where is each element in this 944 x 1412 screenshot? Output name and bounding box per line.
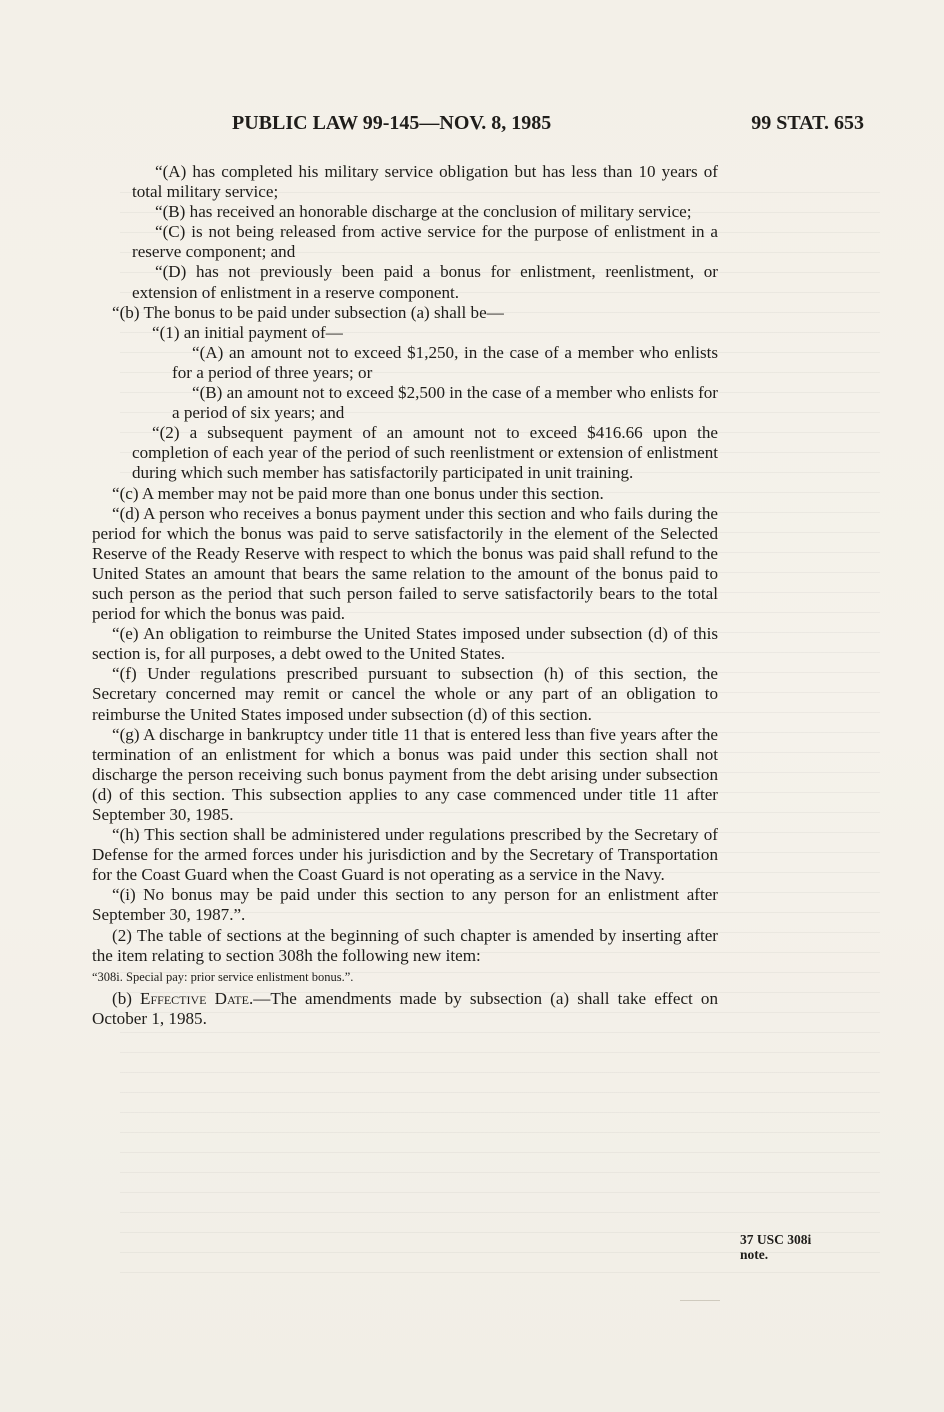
page-header: [232, 112, 872, 140]
paragraph-a-B: “(B) has received an honorable discharge at the conclusion of military service;: [155, 202, 692, 222]
paragraph-2-table-amendment: (2) The table of sections at the beginning of such chapter is amended by inserting after the item relating to section 308h the following new item:: [92, 925, 718, 965]
paragraph-a-C: “(C) is not being released from active service for the purpose of enlistment in a reserve component; and: [132, 222, 718, 262]
document-body: [92, 162, 718, 1029]
stat-page-reference: 99 STAT. 653: [751, 112, 864, 134]
print-mark: [680, 1300, 720, 1301]
margin-citation-line1: 37 USC 308i: [740, 1232, 812, 1247]
subsection-b: “(b) The bonus to be paid under subsection (a) shall be—: [112, 302, 504, 322]
margin-citation-line2: note.: [740, 1247, 769, 1262]
subsection-g: “(g) A discharge in bankruptcy under title 11 that is entered less than five years after the termination of an enlistment for which a bonus was paid under this section shall not discharge the person receiving such bonus payment from the debt arising under subsection (d) of this section. This subsection applies to any case commenced under title 11 after September 30, 1985.: [92, 724, 718, 824]
subsection-i: “(i) No bonus may be paid under this section to any person for an enlistment after September 30, 1987.”.: [92, 885, 718, 925]
paragraph-b-2: “(2) a subsequent payment of an amount not to exceed $416.66 upon the completion of each year of the period of such reenlistment or extension of enlistment during which such member has satisfactorily participated in unit training.: [132, 423, 718, 483]
paragraph-a-A: “(A) has completed his military service obligation but has less than 10 years of total military service;: [132, 162, 718, 202]
subsection-c: “(c) A member may not be paid more than one bonus under this section.: [112, 483, 604, 503]
subsection-d: “(d) A person who receives a bonus payment under this section and who fails during the period for which the bonus was paid to serve satisfactorily in the element of the Selected Reserve of the Ready Reserve with respect to which the bonus was paid shall refund to the United States an amount that bears the same relation to the amount of the bonus paid to such person as the period that such person failed to serve satisfactorily bears to the total period for which the bonus was paid.: [92, 503, 718, 624]
paragraph-a-D: “(D) has not previously been paid a bonus for enlistment, reenlistment, or extension of enlistment in a reserve component.: [132, 262, 718, 302]
paragraph-b-1-A: “(A) an amount not to exceed $1,250, in the case of a member who enlists for a period of three years; or: [172, 342, 718, 382]
paragraph-b-1-B: “(B) an amount not to exceed $2,500 in the case of a member who enlists for a period of six years; and: [172, 383, 718, 423]
subsection-h: “(h) This section shall be administered under regulations prescribed by the Secretary of Defense for the armed forces under his jurisdiction and by the Secretary of Transportation for the Coast Guard when the Coast Guard is not operating as a service in the Navy.: [92, 825, 718, 885]
law-title: PUBLIC LAW 99-145—NOV. 8, 1985: [232, 112, 552, 134]
effective-date-heading: Effective Date: [140, 988, 249, 1008]
effective-date-label: (b): [112, 988, 141, 1008]
paragraph-b-1: “(1) an initial payment of—: [152, 322, 343, 342]
margin-citation: [740, 1232, 811, 1262]
new-table-item: “308i. Special pay: prior service enlistment bonus.”.: [92, 969, 354, 984]
effective-date-paragraph: [92, 989, 718, 1029]
subsection-e: “(e) An obligation to reimburse the United States imposed under subsection (d) of this section is, for all purposes, a debt owed to the United States.: [92, 624, 718, 664]
effective-date-text: .—The amendments made by subsection (a) shall take effect on October 1, 1985.: [92, 988, 718, 1028]
subsection-f: “(f) Under regulations prescribed pursuant to subsection (h) of this section, the Secretary concerned may remit or cancel the whole or any part of an obligation to reimburse the United States imposed under subsection (d) of this section.: [92, 664, 718, 724]
